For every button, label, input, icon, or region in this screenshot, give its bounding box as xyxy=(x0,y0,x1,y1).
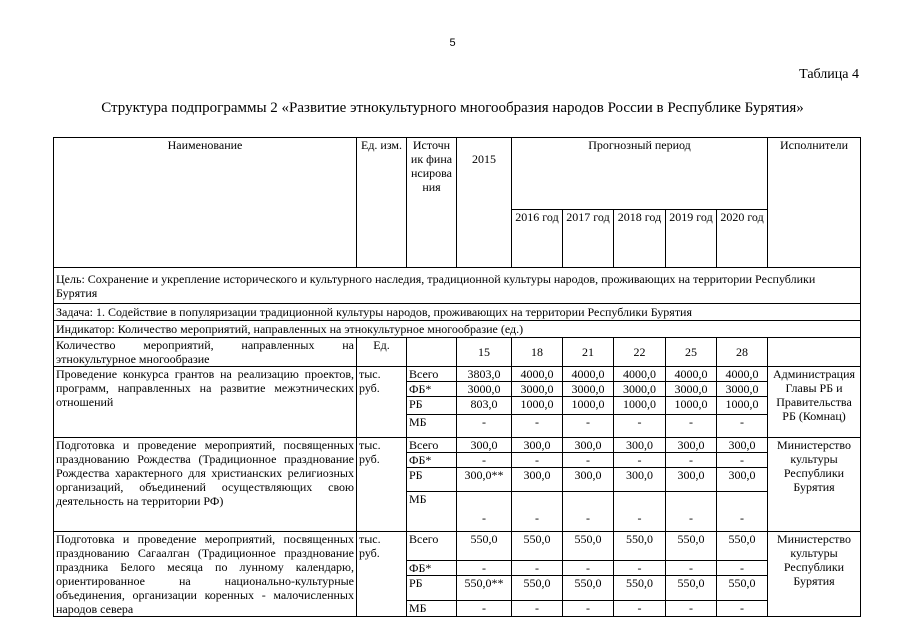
activity-name: Подготовка и проведение мероприятий, посвященных празднованию Сагаалган (Традиционное празднование праздника Белого месяца по лунному календарю, ориентированное на национально-культурные объединения, организации коренных - малочисленных народов севера xyxy=(54,532,357,617)
value-cell: - xyxy=(666,492,717,532)
value-cell: - xyxy=(457,415,512,438)
value-cell: 300,0 xyxy=(563,438,614,453)
value-cell: 300,0 xyxy=(717,438,768,453)
value-cell: - xyxy=(666,453,717,468)
value-cell: 300,0 xyxy=(614,438,666,453)
activity-name: Подготовка и проведение мероприятий, посвященных празднованию Рождества (Традиционное празднование Рождества характерного для христианских религиозных организаций, объединений осуществляющих свою деятельность на территории РФ) xyxy=(54,438,357,532)
value-cell: 550,0 xyxy=(717,576,768,601)
header-2015: 2015 xyxy=(457,138,512,268)
value-cell: 1000,0 xyxy=(563,397,614,415)
task-row: Задача: 1. Содействие в популяризации традиционной культуры народов, проживающих на территории Республики Бурятия xyxy=(54,304,861,321)
value-cell: - xyxy=(563,560,614,575)
value-cell: 3000,0 xyxy=(717,382,768,397)
value-cell: 3000,0 xyxy=(512,382,563,397)
value-cell: 550,0 xyxy=(512,576,563,601)
source-label: МБ xyxy=(407,600,457,616)
value-cell: - xyxy=(666,415,717,438)
source-label: ФБ* xyxy=(407,453,457,468)
header-executors: Исполнители xyxy=(768,138,861,268)
value-cell: 550,0** xyxy=(457,576,512,601)
indicator-value: 28 xyxy=(717,338,768,367)
activity-unit: тыс. руб. xyxy=(357,438,407,532)
header-source: Источник финансирования xyxy=(407,138,457,268)
value-cell: 550,0 xyxy=(614,532,666,561)
value-cell: 1000,0 xyxy=(717,397,768,415)
header-name: Наименование xyxy=(54,138,357,268)
indicator-executor xyxy=(768,338,861,367)
value-cell: - xyxy=(717,600,768,616)
header-year-2020: 2020 год xyxy=(717,210,768,268)
activity-unit: тыс. руб. xyxy=(357,532,407,617)
indicator-value: 25 xyxy=(666,338,717,367)
value-cell: - xyxy=(614,453,666,468)
executor-cell: Администрация Главы РБ и Правительства РБ (Комнац) xyxy=(768,367,861,438)
value-cell: - xyxy=(717,492,768,532)
value-cell: - xyxy=(457,600,512,616)
executor-cell: Министерство культуры Республики Бурятия xyxy=(768,532,861,617)
value-cell: 4000,0 xyxy=(717,367,768,382)
header-year-2017: 2017 год xyxy=(563,210,614,268)
table-row xyxy=(54,532,861,561)
value-cell: 4000,0 xyxy=(563,367,614,382)
value-cell: 3000,0 xyxy=(666,382,717,397)
table-header-row xyxy=(54,138,861,210)
source-label: ФБ* xyxy=(407,560,457,575)
value-cell: 3000,0 xyxy=(457,382,512,397)
value-cell: - xyxy=(614,600,666,616)
value-cell: 1000,0 xyxy=(666,397,717,415)
indicator-values-row xyxy=(54,338,861,367)
value-cell: 3803,0 xyxy=(457,367,512,382)
indicator-value: 21 xyxy=(563,338,614,367)
value-cell: 300,0 xyxy=(512,438,563,453)
goal-row: Цель: Сохранение и укрепление исторического и культурного наследия, традиционной культуры народов, проживающих на территории Республики Бурятия xyxy=(54,268,861,304)
value-cell: 3000,0 xyxy=(614,382,666,397)
source-label: РБ xyxy=(407,468,457,492)
value-cell: 4000,0 xyxy=(512,367,563,382)
value-cell: - xyxy=(666,600,717,616)
value-cell: - xyxy=(512,492,563,532)
table-label: Таблица 4 xyxy=(799,67,859,82)
value-cell: - xyxy=(666,560,717,575)
header-forecast: Прогнозный период xyxy=(512,138,768,210)
source-label: ФБ* xyxy=(407,382,457,397)
source-label: РБ xyxy=(407,397,457,415)
value-cell: 300,0 xyxy=(666,438,717,453)
table-row xyxy=(54,367,861,382)
value-cell: 4000,0 xyxy=(614,367,666,382)
value-cell: 300,0** xyxy=(457,468,512,492)
value-cell: - xyxy=(457,560,512,575)
value-cell: 550,0 xyxy=(666,576,717,601)
page-number: 5 xyxy=(449,37,456,49)
value-cell: 300,0 xyxy=(666,468,717,492)
header-year-2016: 2016 год xyxy=(512,210,563,268)
value-cell: 300,0 xyxy=(457,438,512,453)
header-unit: Ед. изм. xyxy=(357,138,407,268)
value-cell: 3000,0 xyxy=(563,382,614,397)
value-cell: 550,0 xyxy=(512,532,563,561)
value-cell: - xyxy=(717,560,768,575)
source-label: Всего xyxy=(407,532,457,561)
value-cell: - xyxy=(563,492,614,532)
header-year-2019: 2019 год xyxy=(666,210,717,268)
value-cell: - xyxy=(563,415,614,438)
value-cell: - xyxy=(717,453,768,468)
value-cell: - xyxy=(614,560,666,575)
value-cell: 1000,0 xyxy=(512,397,563,415)
value-cell: 550,0 xyxy=(563,576,614,601)
indicator-unit: Ед. xyxy=(357,338,407,367)
value-cell: 300,0 xyxy=(717,468,768,492)
indicator-row: Индикатор: Количество мероприятий, направленных на этнокультурное многообразие (ед.) xyxy=(54,321,861,338)
value-cell: - xyxy=(457,492,512,532)
value-cell: 300,0 xyxy=(614,468,666,492)
value-cell: - xyxy=(512,453,563,468)
indicator-value: 22 xyxy=(614,338,666,367)
executor-cell: Министерство культуры Республики Бурятия xyxy=(768,438,861,532)
source-label: МБ xyxy=(407,415,457,438)
value-cell: 1000,0 xyxy=(614,397,666,415)
value-cell: - xyxy=(512,415,563,438)
header-year-2018: 2018 год xyxy=(614,210,666,268)
source-label: МБ xyxy=(407,492,457,532)
value-cell: - xyxy=(614,415,666,438)
value-cell: 550,0 xyxy=(614,576,666,601)
indicator-source xyxy=(407,338,457,367)
value-cell: - xyxy=(717,415,768,438)
value-cell: 300,0 xyxy=(512,468,563,492)
value-cell: - xyxy=(614,492,666,532)
table-row xyxy=(54,438,861,453)
activity-unit: тыс. руб. xyxy=(357,367,407,438)
value-cell: - xyxy=(457,453,512,468)
value-cell: 550,0 xyxy=(457,532,512,561)
value-cell: 550,0 xyxy=(666,532,717,561)
indicator-value: 18 xyxy=(512,338,563,367)
value-cell: - xyxy=(563,600,614,616)
indicator-value: 15 xyxy=(457,338,512,367)
value-cell: 550,0 xyxy=(563,532,614,561)
indicator-name: Количество мероприятий, направленных на этнокультурное многообразие xyxy=(54,338,357,367)
value-cell: 4000,0 xyxy=(666,367,717,382)
value-cell: - xyxy=(512,560,563,575)
value-cell: 803,0 xyxy=(457,397,512,415)
document-title: Структура подпрограммы 2 «Развитие этнокультурного многообразия народов России в Республике Бурятия» xyxy=(101,100,804,116)
value-cell: - xyxy=(512,600,563,616)
source-label: Всего xyxy=(407,367,457,382)
value-cell: 550,0 xyxy=(717,532,768,561)
subprogram-table xyxy=(53,137,861,617)
source-label: РБ xyxy=(407,576,457,601)
source-label: Всего xyxy=(407,438,457,453)
value-cell: - xyxy=(563,453,614,468)
value-cell: 300,0 xyxy=(563,468,614,492)
activity-name: Проведение конкурса грантов на реализацию проектов, программ, направленных на развитие межэтнических отношений xyxy=(54,367,357,438)
